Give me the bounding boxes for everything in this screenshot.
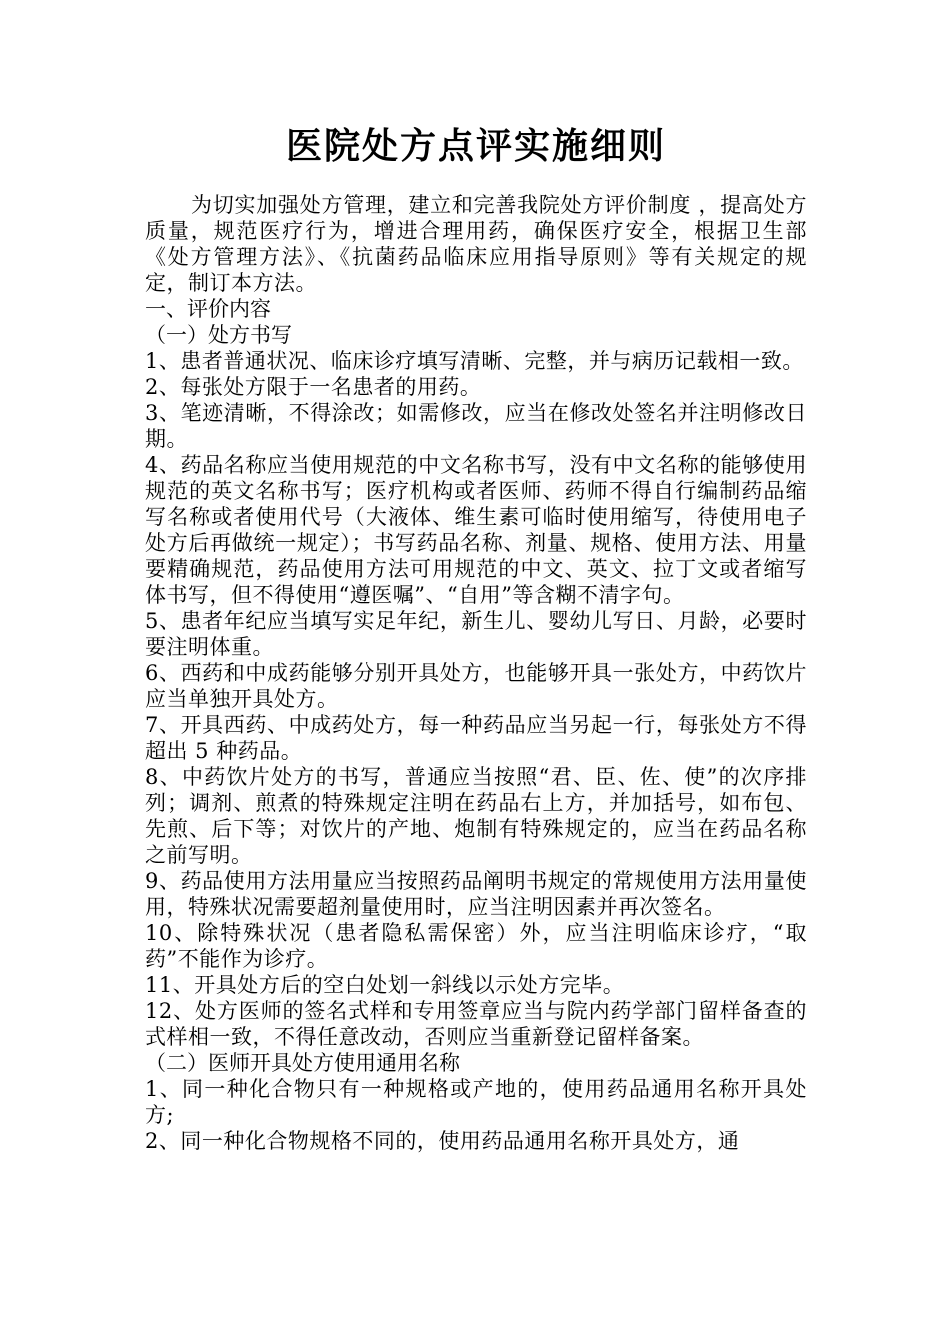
list-item: 11、开具处方后的空白处划一斜线以示处方完毕。 [145, 973, 625, 997]
list-item: 1、患者普通状况、临床诊疗填写清晰、完整，并与病历记载相一致。 [145, 349, 804, 373]
document-page [145, 122, 807, 1154]
list-item: 4、药品名称应当使用规范的中文名称书写，没有中文名称的能够使用规范的英文名称书写；医疗机构或者医师、药师不得自行编制药品缩写名称或者使用代号（大液体、维生素可临时使用缩写，待使用电子处方后再做统一规定）；书写药品名称、剂量、规格、使用方法、用量要精确规范，药品使用方法可用规范的中文、英文、拉丁文或者缩写体书写，但不得使用“遵医嘱”、“自用”等含糊不清字句。 [145, 453, 807, 607]
list-item: 10、除特殊状况（患者隐私需保密）外，应当注明临床诊疗，“取药”不能作为诊疗。 [145, 921, 807, 971]
list-item: 5、患者年纪应当填写实足年纪，新生儿、婴幼儿写日、月龄，必要时要注明体重。 [145, 609, 807, 659]
list-item: 3、笔迹清晰，不得涂改；如需修改，应当在修改处签名并注明修改日期。 [145, 401, 807, 451]
list-item: 9、药品使用方法用量应当按照药品阐明书规定的常规使用方法用量使用，特殊状况需要超剂量使用时，应当注明因素并再次签名。 [145, 869, 807, 919]
subsection-heading-prescription-writing: （一）处方书写 [145, 323, 292, 347]
list-item: 1、同一种化合物只有一种规格或产地的，使用药品通用名称开具处方; [145, 1077, 807, 1127]
list-item: 2、每张处方限于一名患者的用药。 [145, 375, 482, 399]
list-item: 7、开具西药、中成药处方，每一种药品应当另起一行，每张处方不得超出 5 种药品。 [145, 713, 807, 763]
document-title: 医院处方点评实施细则 [285, 125, 666, 167]
subsection-heading-generic-names: （二）医师开具处方使用通用名称 [145, 1051, 460, 1075]
intro-paragraph: 为切实加强处方管理，建立和完善我院处方评价制度 ，提高处方质量，规范医疗行为，增进合理用药，确保医疗安全，根据卫生部《处方管理方法》、《抗菌药品临床应用指导原则》等有关规定的规定，制订本方法。 [145, 193, 807, 295]
section-heading-evaluation-content: 一、评价内容 [145, 297, 271, 321]
list-item: 2、同一种化合物规格不同的，使用药品通用名称开具处方，通 [145, 1129, 740, 1153]
list-item: 8、中药饮片处方的书写，普通应当按照“君、臣、佐、使”的次序排列；调剂、煎煮的特殊规定注明在药品右上方，并加括号，如布包、先煎、后下等；对饮片的产地、炮制有特殊规定的，应当在药品名称之前写明。 [145, 765, 807, 867]
list-item: 12、处方医师的签名式样和专用签章应当与院内药学部门留样备查的式样相一致，不得任意改动，否则应当重新登记留样备案。 [145, 999, 807, 1049]
list-item: 6、西药和中成药能够分别开具处方，也能够开具一张处方，中药饮片应当单独开具处方。 [145, 661, 807, 711]
